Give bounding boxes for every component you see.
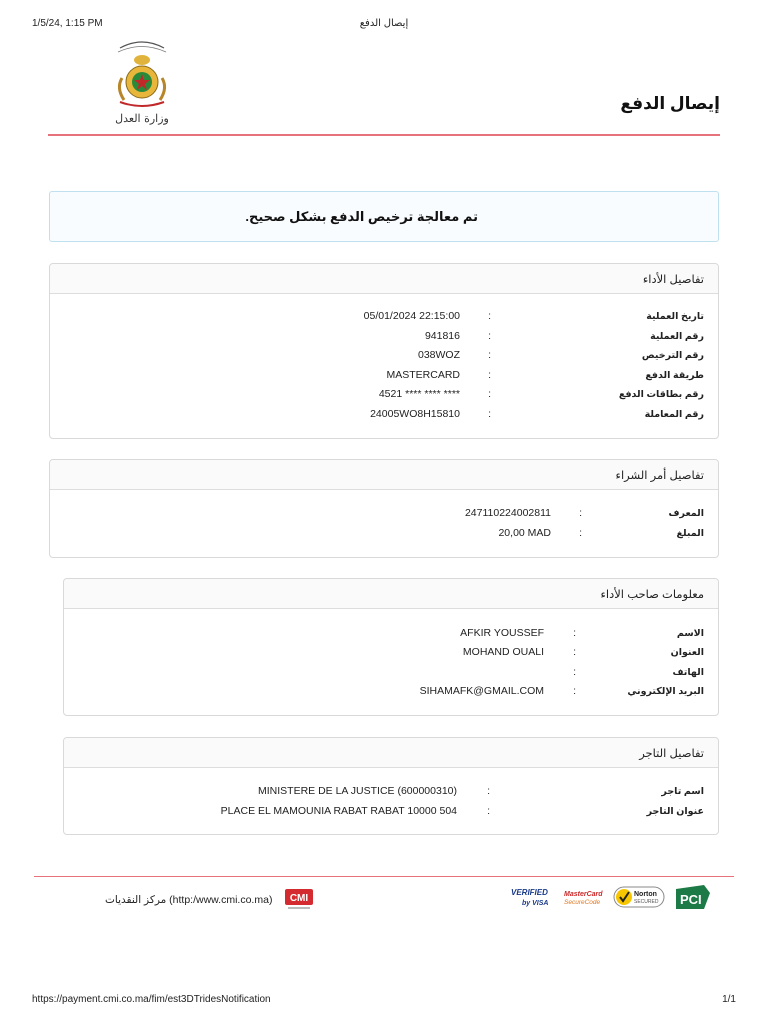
detail-separator: : xyxy=(488,388,491,401)
print-url: https://payment.cmi.co.ma/fim/est3DTridesNotification xyxy=(32,994,271,1005)
detail-separator: : xyxy=(488,368,491,381)
cmi-text: مركز النقديات (http:/www.cmi.co.ma) xyxy=(105,894,273,906)
detail-value: MOHAND OUALI xyxy=(462,646,544,659)
detail-row xyxy=(50,349,718,365)
detail-value: 038WOZ xyxy=(417,349,460,362)
detail-row xyxy=(64,646,718,662)
success-alert xyxy=(49,191,719,242)
norton-secured-icon xyxy=(614,887,664,907)
cmi-link[interactable] xyxy=(105,887,315,913)
pci-dss-icon xyxy=(676,885,710,909)
receipt-header xyxy=(48,38,720,136)
detail-row xyxy=(50,527,718,543)
detail-separator: : xyxy=(573,665,576,678)
detail-separator: : xyxy=(573,646,576,659)
detail-value: SIHAMAFK@GMAIL.COM xyxy=(419,684,544,697)
payer-info-panel xyxy=(63,578,719,716)
panel-heading-text: تفاصيل التاجر xyxy=(639,748,704,760)
detail-label: البريد الإلكتروني xyxy=(627,685,704,697)
detail-separator: : xyxy=(579,527,582,539)
svg-text:VERIFIED: VERIFIED xyxy=(511,888,548,897)
success-message: تم معالجة ترخيص الدفع بشكل صحيح. xyxy=(245,209,478,224)
print-footer xyxy=(0,994,768,1008)
print-header xyxy=(0,18,768,32)
detail-label: العنوان xyxy=(670,647,704,659)
detail-row xyxy=(64,685,718,701)
ministry-emblem-icon xyxy=(106,38,178,126)
detail-value: PLACE EL MAMOUNIA RABAT RABAT 10000 504 xyxy=(220,804,457,817)
detail-row xyxy=(50,507,718,523)
detail-separator: : xyxy=(488,349,491,362)
order-details-panel xyxy=(49,459,719,558)
footer-divider xyxy=(34,876,734,877)
merchant-details-panel xyxy=(63,737,719,835)
detail-value: MINISTERE DE LA JUSTICE (600000310) xyxy=(258,785,457,797)
detail-separator: : xyxy=(488,310,491,322)
verified-by-visa-icon xyxy=(511,888,548,907)
detail-label: تاريخ العملية xyxy=(646,311,704,322)
detail-value: 247110224002811 xyxy=(464,507,551,519)
detail-label: رقم الترخيص xyxy=(641,350,704,362)
detail-value: 4521 **** **** **** xyxy=(378,388,460,401)
detail-row xyxy=(64,627,718,643)
cmi-logo-icon xyxy=(284,887,314,911)
detail-row xyxy=(64,785,718,801)
detail-label: اسم تاجر xyxy=(661,786,704,797)
panel-heading xyxy=(50,460,718,490)
detail-value: 20,00 MAD xyxy=(498,527,551,539)
detail-separator: : xyxy=(573,684,576,697)
payment-details-panel xyxy=(49,263,719,439)
detail-value: 941816 xyxy=(424,329,460,342)
svg-text:CMI: CMI xyxy=(289,893,309,904)
detail-separator: : xyxy=(573,627,576,639)
detail-row xyxy=(50,369,718,385)
svg-text:وزارة العدل: وزارة العدل xyxy=(115,112,169,125)
detail-separator: : xyxy=(487,804,490,817)
detail-separator: : xyxy=(488,408,491,420)
panel-heading-text: معلومات صاحب الأداء xyxy=(600,589,704,601)
detail-row xyxy=(50,388,718,404)
mastercard-securecode-icon xyxy=(564,891,603,906)
print-page-count: 1/1 xyxy=(722,994,736,1005)
detail-row xyxy=(50,408,718,424)
detail-label: طريقة الدفع xyxy=(645,369,704,381)
svg-text:Norton: Norton xyxy=(634,891,657,898)
print-datetime: 1/5/24, 1:15 PM xyxy=(32,18,103,29)
svg-text:MasterCard: MasterCard xyxy=(564,891,603,898)
panel-heading xyxy=(64,579,718,609)
detail-row xyxy=(64,666,718,682)
detail-value: 05/01/2024 22:15:00 xyxy=(363,310,460,322)
page-title: إيصال الدفع xyxy=(620,94,720,113)
svg-text:SecureCode: SecureCode xyxy=(564,899,601,906)
print-doc-title: إيصال الدفع xyxy=(359,18,409,29)
detail-value: AFKIR YOUSSEF xyxy=(460,627,544,639)
detail-value: 24005WO8H15810 xyxy=(370,408,460,420)
security-badges xyxy=(508,883,714,913)
panel-heading xyxy=(64,738,718,768)
detail-row xyxy=(50,330,718,346)
detail-row xyxy=(64,805,718,821)
detail-row xyxy=(50,310,718,326)
detail-separator: : xyxy=(487,785,490,797)
panel-heading xyxy=(50,264,718,294)
detail-value: MASTERCARD xyxy=(386,368,460,381)
detail-label: المعرف xyxy=(668,508,704,519)
detail-label: المبلغ xyxy=(676,528,704,539)
detail-label: الاسم xyxy=(676,628,704,639)
svg-text:by VISA: by VISA xyxy=(522,900,549,907)
detail-label: الهاتف xyxy=(672,666,704,678)
panel-heading-text: تفاصيل أمر الشراء xyxy=(615,470,704,482)
svg-text:PCI: PCI xyxy=(680,892,702,907)
detail-label: عنوان التاجر xyxy=(646,805,704,817)
detail-label: رقم المعاملة xyxy=(644,409,704,420)
detail-label: رقم العملية xyxy=(650,330,704,342)
detail-label: رقم بطاقات الدفع xyxy=(618,389,704,401)
svg-text:SECURED: SECURED xyxy=(634,899,659,905)
detail-separator: : xyxy=(579,507,582,519)
detail-separator: : xyxy=(488,329,491,342)
panel-heading-text: تفاصيل الأداء xyxy=(642,274,704,286)
